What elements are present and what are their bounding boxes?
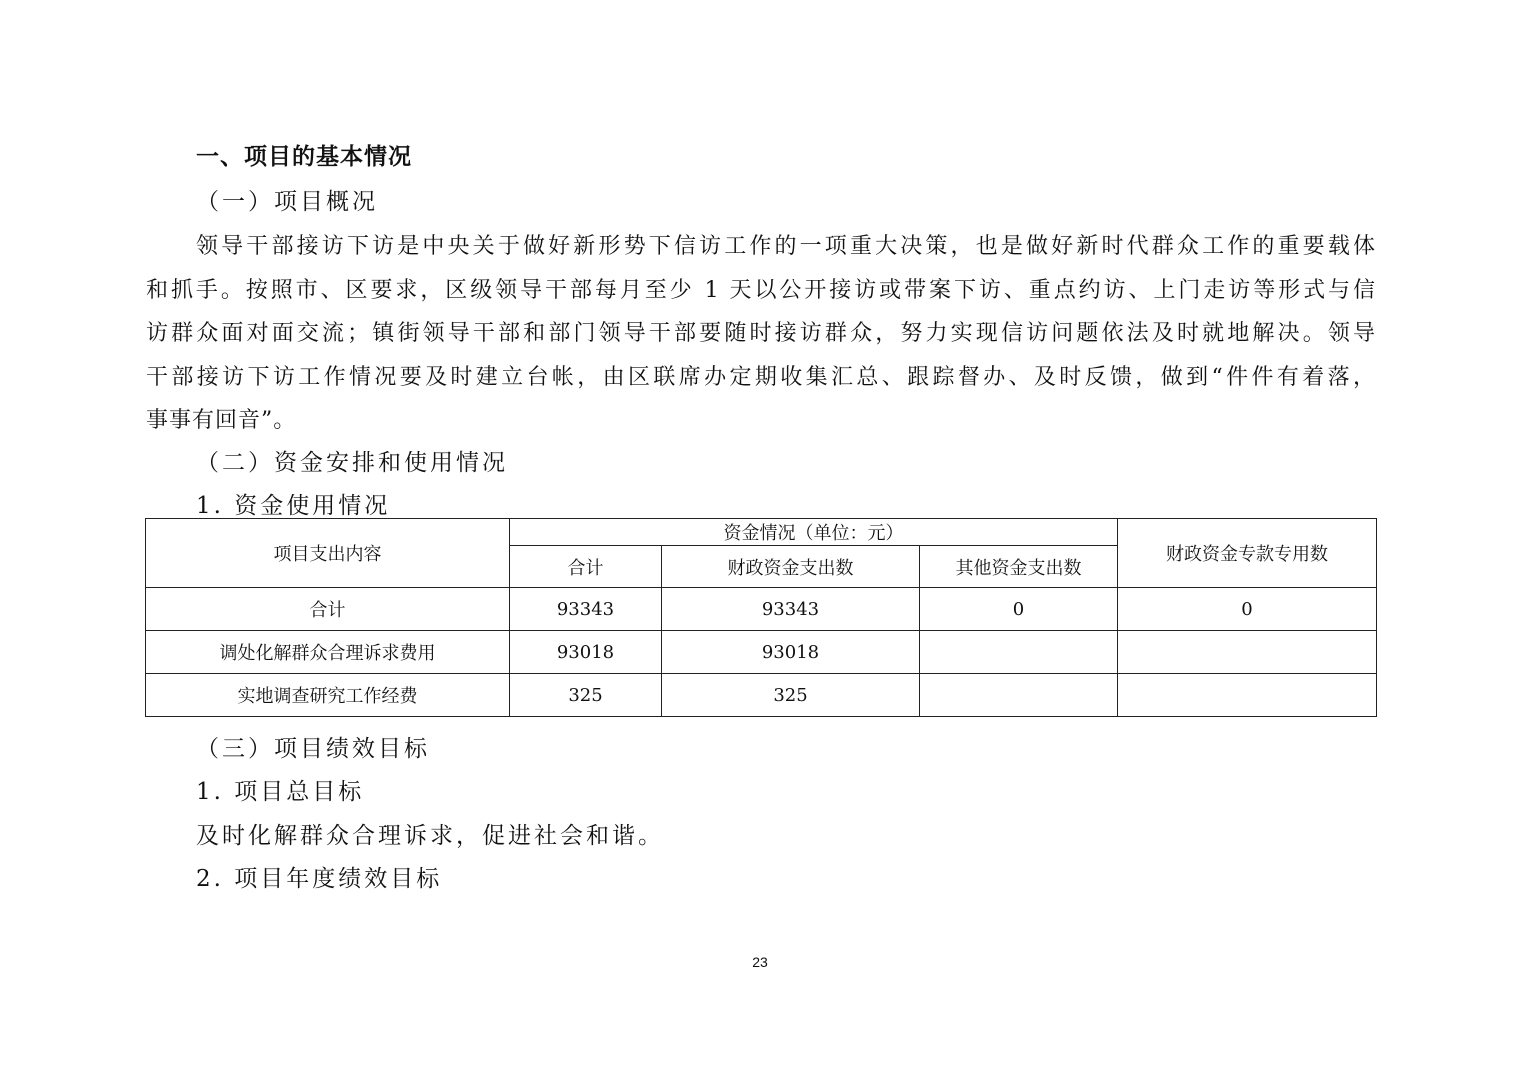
funds-table — [145, 518, 1377, 717]
header-special-column: 财政资金专款专用数 — [1118, 519, 1377, 588]
cell-special: 0 — [1118, 588, 1377, 631]
page-number: 23 — [752, 954, 768, 970]
cell-other — [920, 631, 1118, 674]
header-fiscal-column: 财政资金支出数 — [662, 546, 920, 588]
annual-target-title: 2. 项目年度绩效目标 — [196, 866, 443, 892]
table-row — [146, 631, 1377, 674]
paragraph-line: 领导干部接访下访是中央关于做好新形势下信访工作的一项重大决策，也是做好新时代群众工作的重要载体 — [196, 234, 1376, 259]
cell-total: 325 — [510, 674, 662, 717]
cell-total: 93018 — [510, 631, 662, 674]
table-row — [146, 588, 1377, 631]
header-other-column: 其他资金支出数 — [920, 546, 1118, 588]
cell-total: 93343 — [510, 588, 662, 631]
subsection-funds-title: （二）资金安排和使用情况 — [196, 450, 508, 476]
cell-other — [920, 674, 1118, 717]
overview-paragraph — [146, 225, 1376, 443]
cell-item: 调处化解群众合理诉求费用 — [146, 631, 510, 674]
cell-item: 合计 — [146, 588, 510, 631]
cell-other: 0 — [920, 588, 1118, 631]
cell-item: 实地调查研究工作经费 — [146, 674, 510, 717]
overall-target-text: 及时化解群众合理诉求，促进社会和谐。 — [196, 823, 664, 849]
funds-usage-title: 1. 资金使用情况 — [196, 493, 391, 519]
cell-special — [1118, 674, 1377, 717]
cell-fiscal: 93018 — [662, 631, 920, 674]
paragraph-line: 干部接访下访工作情况要及时建立台帐，由区联席办定期收集汇总、跟踪督办、及时反馈，做到“件件有着落， — [146, 364, 1376, 390]
paragraph-line: 访群众面对面交流；镇街领导干部和部门领导干部要随时接访群众，努力实现信访问题依法及时就地解决。领导 — [146, 321, 1376, 346]
header-total-column: 合计 — [510, 546, 662, 588]
paragraph-line: 事事有回音”。 — [146, 408, 297, 433]
header-fund-group: 资金情况（单位：元） — [510, 519, 1118, 546]
overall-target-title: 1. 项目总目标 — [196, 779, 365, 805]
header-item-column: 项目支出内容 — [146, 519, 510, 588]
cell-fiscal: 325 — [662, 674, 920, 717]
table-row — [146, 674, 1377, 717]
subsection-overview-title: （一）项目概况 — [196, 189, 378, 215]
paragraph-line: 和抓手。按照市、区要求，区级领导干部每月至少 1 天以公开接访或带案下访、重点约访、上门走访等形式与信 — [146, 277, 1376, 303]
cell-fiscal: 93343 — [662, 588, 920, 631]
subsection-targets-title: （三）项目绩效目标 — [196, 736, 430, 762]
section-heading: 一、项目的基本情况 — [196, 144, 412, 170]
cell-special — [1118, 631, 1377, 674]
